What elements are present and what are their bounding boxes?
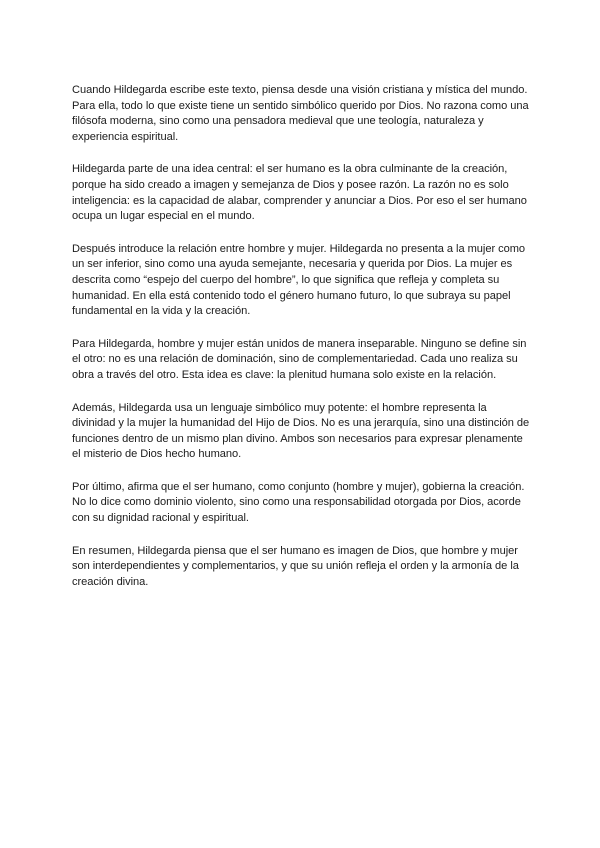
paragraph-2: Hildegarda parte de una idea central: el ser humano es la obra culminante de la creación, porque ha sido creado a imagen y semejanza de Dios y posee razón. La razón no es solo inteligencia: es la capacidad de alabar, comprender y anunciar a Dios. Por eso el ser humano ocupa un lugar especial en el mundo. [72, 163, 527, 223]
paragraph-4: Para Hildegarda, hombre y mujer están unidos de manera inseparable. Ninguno se define sin el otro: no es una relación de dominación, sino de complementariedad. Cada uno realiza su obra a través del otro. Esta idea es clave: la plenitud humana solo existe en la relación. [72, 337, 527, 381]
paragraph-7: En resumen, Hildegarda piensa que el ser humano es imagen de Dios, que hombre y mujer son interdependientes y complementarios, y que su unión refleja el orden y la armonía de la creación divina. [72, 544, 519, 588]
paragraph-5: Además, Hildegarda usa un lenguaje simbólico muy potente: el hombre representa la divinidad y la mujer la humanidad del Hijo de Dios. No es una jerarquía, sino una distinción de funciones dentro de un mismo plan divino. Ambos son necesarios para expresar plenamente el misterio de Dios hecho humano. [72, 401, 530, 461]
paragraph-1: Cuando Hildegarda escribe este texto, piensa desde una visión cristiana y mística del mundo. Para ella, todo lo que existe tiene un sentido simbólico querido por Dios. No razona como una filósofa moderna, sino como una pensadora medieval que une teología, naturaleza y experiencia espiritual. [72, 84, 529, 143]
paragraph-6: Por último, afirma que el ser humano, como conjunto (hombre y mujer), gobierna la creación. No lo dice como dominio violento, sino como una responsabilidad otorgada por Dios, acorde con su dignidad racional y espiritual. [72, 480, 525, 525]
document-body [72, 83, 532, 607]
paragraph-3: Después introduce la relación entre hombre y mujer. Hildegarda no presenta a la mujer como un ser inferior, sino como una ayuda semejante, necesaria y querida por Dios. La mujer es descrita como “espejo del cuerpo del hombre”, lo que significa que refleja y completa su humanidad. En ella está contenido todo el género humano futuro, lo que subraya su papel fundamental en la vida y la creación. [72, 242, 526, 318]
